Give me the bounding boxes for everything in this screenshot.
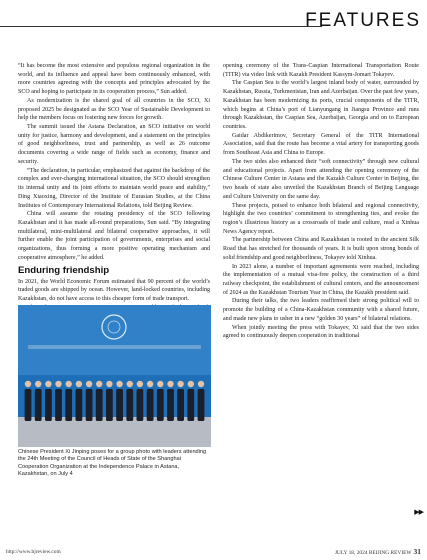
delegate-head — [147, 381, 153, 387]
article-paragraph: In 2021, the World Economic Forum estimated that 90 percent of the world’s traded goods are shipped by ocean. However, land-locked countries, including Kazakhstan, do not have access to this cheaper form of trade transport. — [18, 278, 210, 302]
delegate-head — [66, 381, 72, 387]
footer-url[interactable]: http://www.bjreview.com — [6, 549, 61, 555]
page-number: 31 — [413, 547, 421, 556]
delegate-figure — [55, 389, 62, 421]
article-paragraph: The two sides also enhanced their “soft connectivity” through new cultural and educational projects. Apart from attending the opening ceremony of the Chinese Culture Center in Astana and the Kazakh Culture Center in Beijing, the two heads of state also unveiled the Kazakhstan Branch of Beijing Language and Culture University on the same day. — [223, 158, 419, 200]
delegate-head — [137, 381, 143, 387]
group-photo — [18, 305, 211, 447]
backdrop-band — [28, 345, 201, 349]
delegate-figure — [116, 389, 123, 421]
right-column — [223, 62, 419, 517]
delegate-figure — [147, 389, 154, 421]
section-heading: Enduring friendship — [18, 264, 110, 276]
left-column — [18, 62, 210, 306]
delegate-head — [116, 381, 122, 387]
delegate-figure — [157, 389, 164, 421]
delegate-head — [198, 381, 204, 387]
delegate-head — [127, 381, 133, 387]
delegate-head — [35, 381, 41, 387]
delegate-figure — [96, 389, 103, 421]
delegate-figure — [25, 389, 32, 421]
delegate-figure — [187, 389, 194, 421]
article-paragraph: “The declaration, in particular, emphasized that against the backdrop of the complex and ever-changing international situation, the SCO should strengthen its internal unity and its joint efforts to maintain world peace and stability,” Ding Xiaoxing, Director of the Institute of Eurasian Studies, at the China Institutes of Contemporary International Relations, told Beijing Review. — [18, 167, 210, 209]
article-paragraph: As modernization is the shared goal of all countries in the SCO, Xi proposed 2025 be designated as the SCO Year of Sustainable Development to help the members focus on fostering new forces for growth. — [18, 97, 210, 122]
delegate-head — [25, 381, 31, 387]
delegate-figure — [35, 389, 42, 421]
delegate-head — [45, 381, 51, 387]
delegate-figure — [65, 389, 72, 421]
article-paragraph: The partnership between China and Kazakhstan is rooted in the ancient Silk Road that has stretched for thousands of years. It is built upon strong bonds of solid friendship and good neighborliness, Tokayev told Xinhua. — [223, 237, 419, 261]
footer-issue — [335, 547, 421, 556]
delegate-figure — [126, 389, 133, 421]
article-paragraph: The summit issued the Astana Declaration, an SCO initiative on world unity for justice, harmony and development, and a statement on the principles of good neighborliness, trust and partnership, as well as 26 outcome documents covering a wide range of fields such as economy, finance and security. — [18, 124, 210, 165]
delegate-figure — [45, 389, 52, 421]
article-paragraph: When jointly meeting the press with Tokayev, Xi said that the two sides agreed to continuously deepen cooperation in traditional — [223, 324, 419, 340]
article-paragraph: During their talks, the two leaders reaffirmed their strong political will to promote the building of a China-Kazakhstan community with a shared future, and made new plans to usher in a new “golden 30 years” of bilateral relations. — [223, 298, 419, 322]
photo-floor — [18, 417, 211, 447]
article-paragraph: The Caspian Sea is the world’s largest inland body of water, surrounded by Kazakhstan, Russia, Turkmenistan, Iran and Azerbaijan. Over the past few years, Kazakhstan has been modernizing its ports, crucial components of the TITR, which begins at China’s port of Lianyungang in Jiangsu Province and runs through Kazakhstan, the Caspian Sea, Azerbaijan, Georgia and on to European countries. — [223, 80, 419, 131]
delegate-head — [96, 381, 102, 387]
section-header — [0, 0, 427, 44]
delegate-figure — [198, 389, 205, 421]
article-paragraph: opening ceremony of the Trans-Caspian International Transportation Route (TITR) via video link with Kazakh President Kassym-Jomart Tokayev. — [223, 63, 419, 78]
delegate-head — [177, 381, 183, 387]
article-paragraph: “It has become the most extensive and populous regional organization in the world, and its influence and appeal have been continuously enhanced, with more countries agreeing with the concepts and principles advocated by the SCO and hoping to participate in its cooperation process,” Sun added. — [18, 63, 210, 96]
continue-arrow-icon: ▶▶ — [414, 508, 423, 516]
header-rule — [0, 26, 322, 27]
delegate-figure — [86, 389, 93, 421]
article-paragraph: In 2023 alone, a number of important agreements were reached, including the implementation of a mutual visa-free policy, the construction of a third railway checkpoint, the establishment of cultural centers, and the announcement of 2024 as the Kazakhstan Tourism Year in China, the Kazakh president said. — [223, 263, 419, 296]
issue-date: JULY 18, 2024 BEIJING REVIEW — [334, 550, 412, 556]
delegate-figure — [106, 389, 113, 421]
article-paragraph: Gaidar Abdikerimov, Secretary General of the TITR International Association, said that the route has become a vital artery for transporting goods from Southeast Asia and China to Europe. — [223, 132, 419, 157]
group-photo-illustration — [18, 305, 211, 447]
photo-caption: Chinese President Xi Jinping poses for a group photo with leaders attending the 24th Meeting of the Council of Heads of State of the Shanghai Cooperation Organization at the Independence Palace in Astana, Kazakhstan, on July 4 — [18, 449, 207, 477]
delegate-head — [157, 381, 163, 387]
delegate-figure — [177, 389, 184, 421]
delegate-head — [106, 381, 112, 387]
delegate-head — [86, 381, 92, 387]
delegate-head — [188, 381, 194, 387]
section-label: FEATURES — [305, 10, 421, 31]
delegate-figure — [137, 389, 144, 421]
delegate-head — [55, 381, 61, 387]
delegate-figure — [76, 389, 83, 421]
delegate-figure — [167, 389, 174, 421]
delegate-head — [76, 381, 82, 387]
article-paragraph: These projects, poised to enhance both bilateral and regional connectivity, highlight the two countries’ commitment to strengthening ties, and evoke the region’s illustrious history as a crossroads of trade and culture, read a Xinhua News Agency report. — [223, 202, 419, 235]
delegate-head — [167, 381, 173, 387]
article-paragraph: China will assume the rotating presidency of the SCO following Kazakhstan and it has made all-round preparations, Sun said. “By integrating multilateral, mini-multilateral and bilateral cooperative approaches, it will further enable the joint participation of governments, enterprises and social organizations, thus forming a more positive operating mechanism and cooperative atmosphere,” he added. — [18, 211, 210, 261]
